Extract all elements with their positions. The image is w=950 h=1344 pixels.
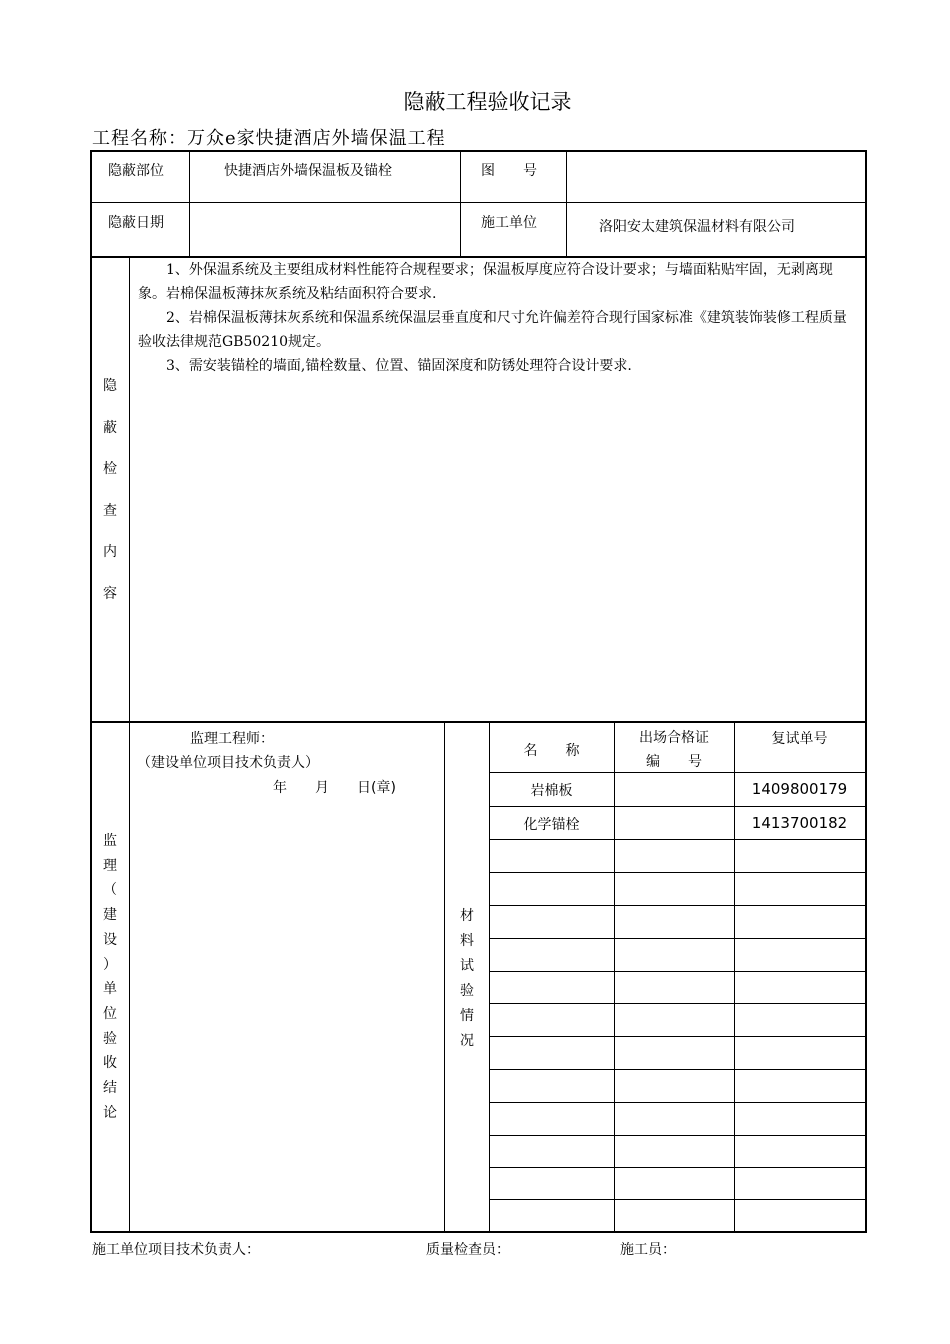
date-seal-line: 年 月 日(章) [273,780,396,796]
material-name-cell: 岩棉板 [530,783,573,799]
retest-no-header: 复试单号 [771,731,828,747]
drawing-no-label: 图 号 [481,163,537,179]
hidden-part-value: 快捷酒店外墙保温板及锚栓 [224,163,392,179]
inspection-content [138,258,860,378]
material-name-header: 名 称 [523,743,580,759]
quality-inspector-signature: 质量检查员： [426,1242,510,1258]
owner-tech-lead-label: （建设单位项目技术负责人） [137,755,319,771]
contractor-label: 施工单位 [481,215,537,231]
retest-no-cell: 1409800179 [751,780,848,798]
materials-side-label: 材 料 试 验 情 况 [460,908,474,1049]
project-name: 工程名称：万众e家快捷酒店外墙保温工程 [92,128,446,149]
certificate-no-header: 出场合格证 编 号 [639,730,709,770]
contractor-value: 洛阳安太建筑保温材料有限公司 [599,219,795,235]
supervision-side-label: 监 理 （ 建 设 ） 单 位 验 收 结 论 [103,833,117,1121]
inspection-item: 1、外保温系统及主要组成材料性能符合规程要求；保温板厚度应符合设计要求；与墙面粘贴牢固，无剥离现象。岩棉保温板薄抹灰系统及粘结面积符合要求. [138,262,833,302]
material-name-cell: 化学锚栓 [523,817,580,833]
inspection-item: 2、岩棉保温板薄抹灰系统和保温系统保温层垂直度和尺寸允许偏差符合现行国家标准《建筑装饰装修工程质量验收法律规范GB50210规定。 [138,310,847,350]
document-title: 隐蔽工程验收记录 [403,90,572,114]
worker-signature: 施工员： [620,1242,676,1258]
supervising-engineer-label: 监理工程师： [190,731,274,747]
hidden-part-label: 隐蔽部位 [108,163,164,179]
tech-lead-signature: 施工单位项目技术负责人： [92,1242,260,1258]
hidden-date-label: 隐蔽日期 [108,215,164,231]
inspection-item: 3、需安装锚栓的墙面,锚栓数量、位置、锚固深度和防锈处理符合设计要求. [166,358,632,374]
inspection-side-label: 隐 蔽 检 查 内 容 [103,378,117,602]
retest-no-cell: 1413700182 [751,814,848,832]
